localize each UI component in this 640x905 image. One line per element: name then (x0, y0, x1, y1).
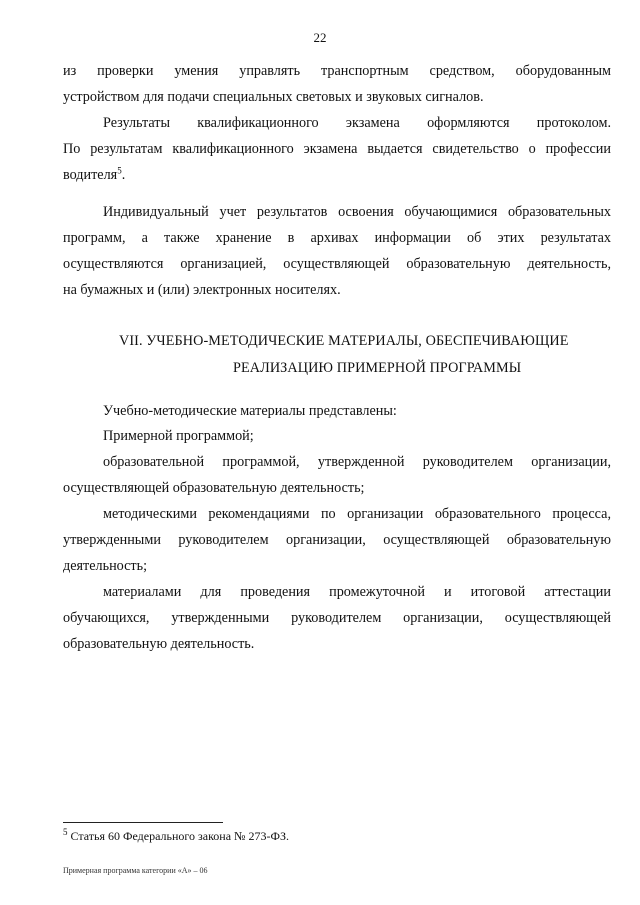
p3-line4: на бумажных и (или) электронных носителях. (63, 282, 341, 298)
p8-line1: материалами для проведения промежуточной и итоговой аттестации (103, 584, 611, 600)
p3-line3: осуществляются организацией, осуществляющей образовательную деятельность, (63, 256, 611, 272)
p2-line3-end: . (121, 167, 126, 183)
p2-line1: Результаты квалификационного экзамена оформляются протоколом. (103, 115, 611, 131)
p8-line3: образовательную деятельность. (63, 636, 255, 652)
p2-line3-text: водителя (63, 167, 118, 183)
p1-line2: устройством для подачи специальных световых и звуковых сигналов. (63, 89, 484, 105)
footnote-number: 5 (63, 827, 68, 837)
p8-line2: обучающихся, утвержденными руководителем организации, осуществляющей (63, 610, 611, 626)
p4: Учебно-методические материалы представлены: (103, 403, 397, 419)
footnote-text: Статья 60 Федерального закона № 273-ФЗ. (67, 829, 289, 843)
p2-line3 (63, 162, 611, 188)
footnote-rule (63, 822, 223, 823)
p3-line2: программ, а также хранение в архивах информации об этих результатах (63, 230, 611, 246)
section-heading (63, 328, 611, 382)
heading-line2: РЕАЛИЗАЦИЮ ПРИМЕРНОЙ ПРОГРАММЫ (233, 360, 522, 376)
p3-line1: Индивидуальный учет результатов освоения обучающимися образовательных (103, 204, 611, 220)
page-number: 22 (313, 30, 327, 45)
p5: Примерной программой; (103, 428, 254, 444)
p2-line2: По результатам квалификационного экзамена выдается свидетельство о профессии (63, 141, 611, 157)
p7-line2: утвержденными руководителем организации, осуществляющей образовательную (63, 532, 611, 548)
footnote (63, 828, 289, 844)
p7-line1: методическими рекомендациями по организации образовательного процесса, (103, 506, 611, 522)
p6-line1: образовательной программой, утвержденной руководителем организации, (103, 454, 611, 470)
heading-line1: VII. УЧЕБНО-МЕТОДИЧЕСКИЕ МАТЕРИАЛЫ, ОБЕСПЕЧИВАЮЩИЕ (119, 333, 569, 349)
footnote-ref: 5 (117, 165, 122, 176)
page-footer: Примерная программа категории «А» – 06 (63, 866, 208, 875)
p7-line3: деятельность; (63, 558, 148, 574)
p6-line2: осуществляющей образовательную деятельность; (63, 480, 365, 496)
p1-line1: из проверки умения управлять транспортным средством, оборудованным (63, 63, 611, 79)
